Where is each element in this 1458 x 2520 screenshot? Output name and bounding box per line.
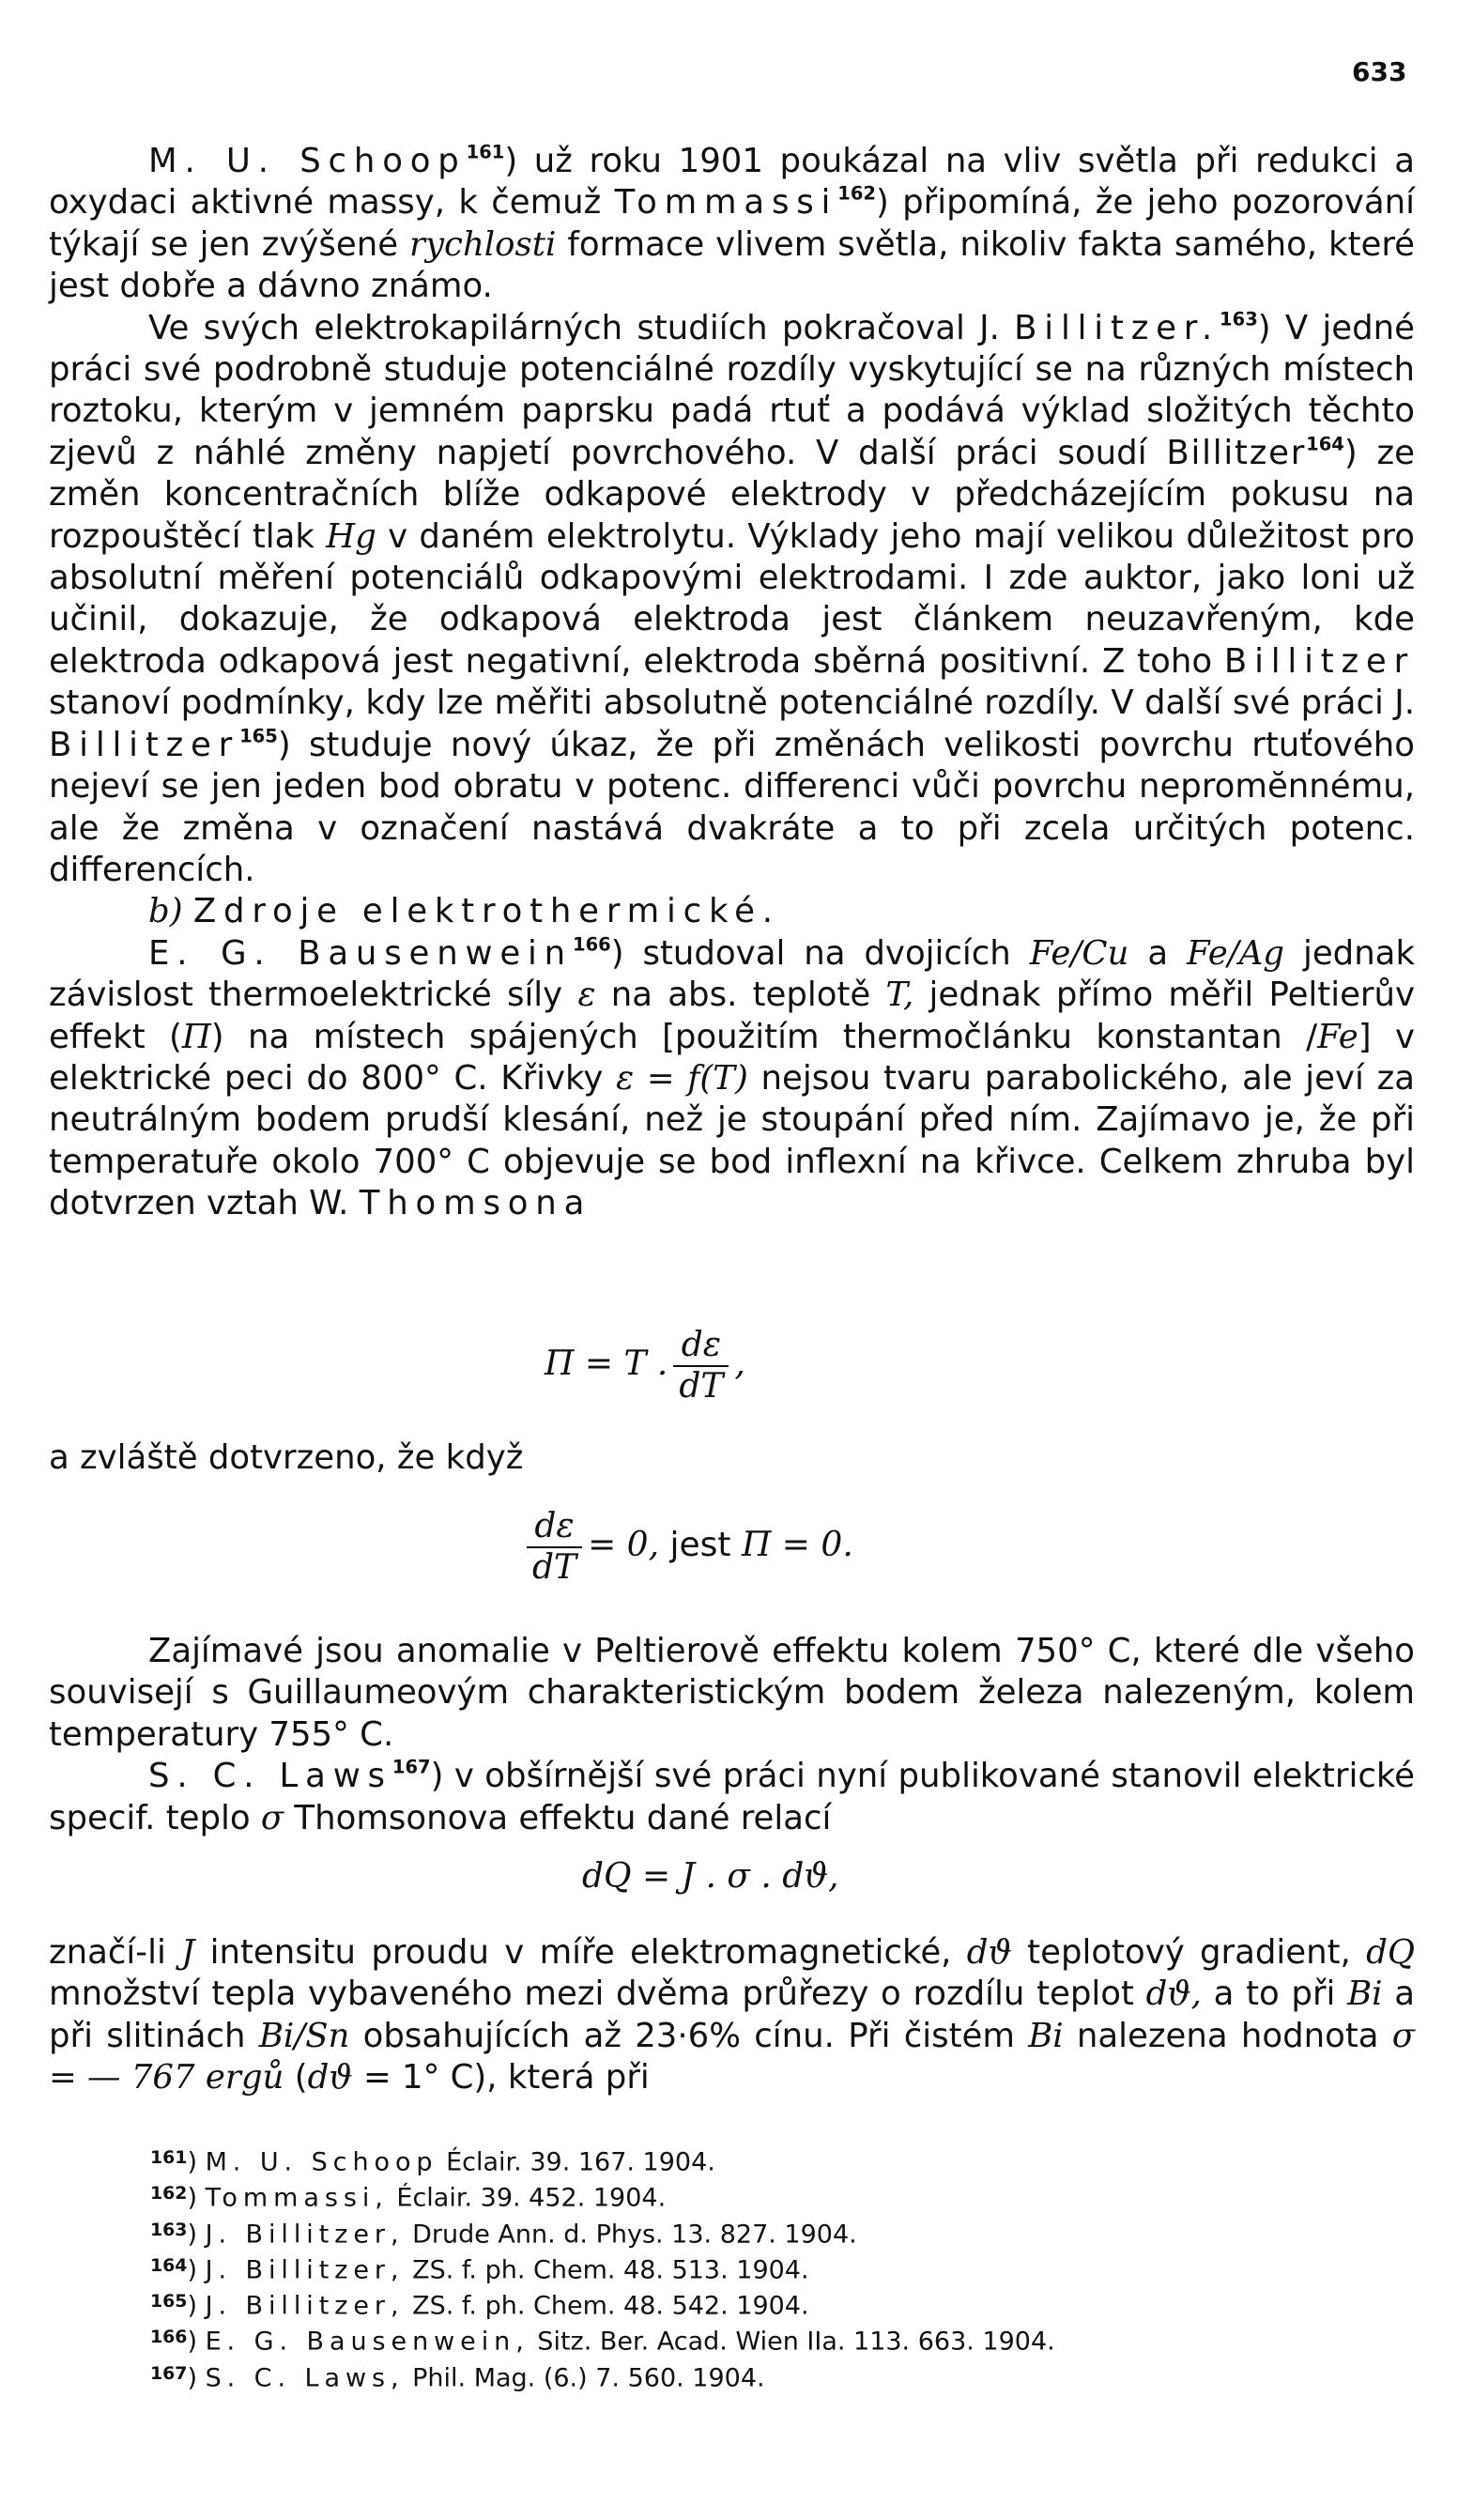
paragraph-bausenwein: E. G. Bausenwein$^{166}$) studoval na dvojicích Fe/Cu a Fe/Ag jednak závislost thermoelektrické síly ε na abs. teplotě T, jednak přímo měřil Peltierův effekt (Π) na místech spájených [použitím thermočlánku konstantan /Fe] v elektrické peci do 800° C. Křivky ε = f(T) nejsou tvaru parabolického, ale jeví za neutrálným bodem prudší klesání, než je stoupání před ním. Zajímavo je, že při temperatuře okolo 700° C objevuje se bod inflexní na křivce. Celkem zhruba byl dotvrzen vztah W. Thomsona bbox=[49, 933, 1416, 1223]
footnote-ref: 166 bbox=[573, 933, 611, 956]
author-name: Billitzer bbox=[49, 725, 240, 764]
footnote: $^{162}$) Tommassi, Éclair. 39. 452. 1904. bbox=[150, 2183, 667, 2213]
paragraph-laws: S. C. Laws$^{167}$) v obšírnější své práci nyní publikované stanovil elektrické specif. teplo σ Thomsonova effektu dané relací bbox=[49, 1756, 1415, 1837]
lead-text: a zvláště dotvrzeno, že když bbox=[49, 1438, 524, 1477]
author-name: Tommassi bbox=[614, 183, 838, 223]
paragraph-billitzer: Ve svých elektrokapilárných studiích pokračoval J. Billitzer.$^{163}$) V jedné práci své podrobně studuje potenciálné rozdíly vyskytující se na různých místech roztoku, kterým v jemném paprsku padá rtuť a podává výklad složitých těchto zjevů z náhlé změny napjetí povrchového. V další práci soudí Billitzer$^{164}$) ze změn koncentračních blíže odkapové elektrody v předcházejícím pokusu na rozpouštěcí tlak Hg v daném elektrolytu. Výklady jeho mají velikou důležitost pro absolutní měření potenciálů odkapovými elektrodami. I zde auktor, jako loni už učinil, dokazuje, že odkapová elektroda jest článkem neuzavřeným, kde elektroda odkapová jest negativní, elektroda sběrná positivní. Z toho Billitzer stanoví podmínky, kdy lze měřiti absolutně potenciálné rozdíly. V další své práci J. Billitzer$^{165}$) studuje nový úkaz, že při změnách velikosti povrchu rtuťového nejeví se jen jeden bod obratu v potenc. differenci vůči povrchu nepromĕnnému, ale že změna v označení nastává dvakráte a to při zcela určitých potenc. differencích. bbox=[49, 307, 1416, 889]
formula-condition: $\frac{d\varepsilon}{dT}$ = 0, jest Π = 0. bbox=[521, 1507, 853, 1588]
formula-thomson: Π = T . $\frac{d\varepsilon}{dT}$ , bbox=[545, 1326, 745, 1406]
footnote-ref: 167 bbox=[391, 1756, 431, 1778]
footnotes bbox=[150, 2143, 1399, 2394]
author-name: E. G. Bausenwein bbox=[148, 933, 573, 973]
footnote-ref: 163 bbox=[1220, 307, 1258, 330]
section-heading: b) Zdroje elektrothermické. bbox=[148, 892, 780, 931]
formula-relation: dQ = J . σ . dϑ, bbox=[582, 1857, 839, 1896]
main-text-middle bbox=[49, 1631, 1415, 1839]
footnote-ref: 164 bbox=[1306, 433, 1344, 455]
main-text-top bbox=[49, 141, 1415, 1225]
footnote: $^{164}$) J. Billitzer, ZS. f. ph. Chem. 48. 513. 1904. bbox=[150, 2254, 809, 2285]
footnote: $^{161}$) M. U. Schoop Éclair. 39. 167. 1904. bbox=[150, 2147, 715, 2177]
footnote-ref: 161 bbox=[466, 141, 505, 163]
author-name: Thomsona bbox=[359, 1184, 592, 1223]
author-name: Billitzer bbox=[1166, 433, 1307, 472]
author-name: Billitzer. bbox=[1014, 308, 1220, 347]
author-name: S. C. Laws bbox=[148, 1757, 392, 1796]
footnote-ref: 165 bbox=[239, 725, 278, 747]
footnote-ref: 162 bbox=[837, 182, 876, 205]
paragraph-anomalie: Zajímavé jsou anomalie v Peltierově effektu kolem 750° C, které dle všeho souvisejí s Guillaumeovým charakteristickým bodem železa nalezeným, kolem temperatury 755° C. bbox=[49, 1632, 1415, 1754]
main-text-bottom bbox=[49, 1932, 1415, 2099]
paragraph-schoop: M. U. Schoop$^{161}$) už roku 1901 poukázal na vliv světla při redukci a oxydaci aktivné massy, k čemuž Tommassi$^{162}$) připomíná, že jeho pozorování týkají se jen zvýšené rychlosti formace vlivem světla, nikoliv fakta samého, které jest dobře a dávno známo. bbox=[49, 141, 1415, 306]
author-name: M. U. Schoop bbox=[148, 142, 467, 180]
fraction: $\frac{d\varepsilon}{dT}$ bbox=[527, 1507, 582, 1588]
author-name: Billitzer bbox=[1223, 641, 1415, 681]
fraction: $\frac{d\varepsilon}{dT}$ bbox=[673, 1326, 729, 1406]
footnote: $^{166}$) E. G. Bausenwein, Sitz. Ber. Acad. Wien IIa. 113. 663. 1904. bbox=[150, 2327, 1055, 2357]
footnote: $^{165}$) J. Billitzer, ZS. f. ph. Chem. 48. 542. 1904. bbox=[150, 2291, 809, 2321]
footnote: $^{163}$) J. Billitzer, Drude Ann. d. Phys. 13. 827. 1904. bbox=[150, 2219, 857, 2250]
page-number: 633 bbox=[1352, 56, 1407, 87]
paragraph-definitions: značí-li J intensitu proudu v míře elektromagnetické, dϑ teplotový gradient, dQ množství tepla vybaveného mezi dvěma průřezy o rozdílu teplot dϑ, a to při Bi a při slitinách Bi/Sn obsahujících až 23·6% cínu. Při čistém Bi nalezena hodnota σ = — 767 ergů (dϑ = 1° C), která při bbox=[49, 1933, 1416, 2097]
footnote: $^{167}$) S. C. Laws, Phil. Mag. (6.) 7. 560. 1904. bbox=[150, 2362, 765, 2393]
